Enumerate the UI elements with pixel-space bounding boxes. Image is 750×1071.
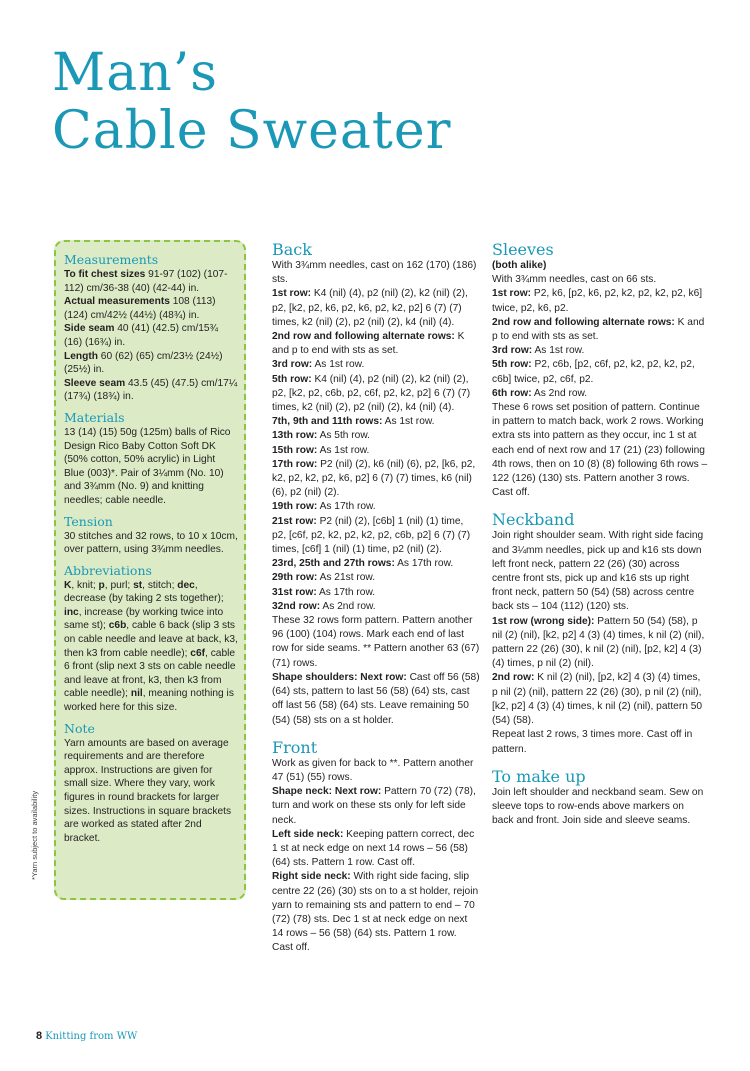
measurements-side-seam: Side seam 40 (41) (42.5) cm/15¾ (16) (16¾) in. [64, 323, 219, 348]
sleeves-intro: With 3¾mm needles, cast on 66 sts. [492, 274, 657, 286]
back-intro: With 3¾mm needles, cast on 162 (170) (186) sts. [272, 260, 477, 286]
back-row-7: 7th, 9th and 11th rows: As 1st row. [272, 416, 435, 428]
front-left-side-neck: Left side neck: Keeping pattern correct, dec 1 st at neck edge on next 14 rows – 56 (58) (64) sts. Pattern 1 row. Cast off. [272, 828, 475, 869]
back-row-3: 3rd row: As 1st row. [272, 359, 365, 371]
title-line-2: Cable Sweater [52, 101, 452, 161]
back-row-21: 21st row: P2 (nil) (2), [c6b] 1 (nil) (1) time, p2, [c6f, p2, k2, p2, k2, p2, c6b, p2] 6 (7) (7) times, [c6f] 1 (nil) (1) time, p2 (nil) (2). [272, 515, 471, 556]
sleeves-row-1: 1st row: P2, k6, [p2, k6, p2, k2, p2, k2, p2, k6] twice, p2, k6, p2. [492, 288, 703, 314]
neckband-intro: Join right shoulder seam. With right side facing and 3¼mm needles, pick up and k16 sts down left front neck, pattern 22 (26) (30) across centre front sts, pick up and k16 sts up right front neck, pattern 50 (54) (58) across centre back sts – 104 (112) (120) sts. [492, 530, 704, 613]
back-row-32: 32nd row: As 2nd row. [272, 600, 376, 612]
materials-heading: Materials [64, 409, 125, 425]
back-row-29: 29th row: As 21st row. [272, 572, 376, 584]
sleeves-heading: Sleeves [492, 240, 554, 259]
measurements-chest: To fit chest sizes 91-97 (102) (107-112) cm/36-38 (40) (42-44) in. [64, 269, 228, 294]
neckband-end: Repeat last 2 rows, 3 times more. Cast off in pattern. [492, 729, 693, 755]
back-row-23: 23rd, 25th and 27th rows: As 17th row. [272, 558, 454, 570]
sleeves-row-6: 6th row: As 2nd row. [492, 387, 588, 399]
yarn-availability-note: *Yarn subject to availability [30, 790, 39, 880]
back-row-1: 1st row: K4 (nil) (4), p2 (nil) (2), k2 (nil) (2), p2, [k2, p2, k6, p2, k6, p2, k2, p2] 6 (7) (7) times, k2 (nil) (2), p2 (nil) (2), k4 (nil) (4). [272, 288, 468, 328]
make-up-text: Join left shoulder and neckband seam. Sew on sleeve tops to row-ends above markers on back and front. Join side and sleeve seams. [492, 786, 704, 827]
info-box [54, 240, 246, 900]
sleeves-sub: (both alike) [492, 260, 547, 271]
note-heading: Note [64, 720, 95, 736]
back-row-2: 2nd row and following alternate rows: K and p to end with sts as set. [272, 331, 465, 357]
sleeves-row-2: 2nd row and following alternate rows: K and p to end with sts as set. [492, 316, 705, 343]
sleeves-row-5: 5th row: P2, c6b, [p2, c6f, p2, k2, p2, k2, p2, c6b] twice, p2, c6f, p2. [492, 359, 695, 385]
column-right [492, 240, 708, 828]
tension-text: 30 stitches and 32 rows, to 10 x 10cm, over pattern, using 3¾mm needles. [64, 530, 238, 556]
back-row-19: 19th row: As 17th row. [272, 501, 376, 513]
back-body: These 32 rows form pattern. Pattern another 96 (100) (104) rows. Mark each end of last row for side seams. ** Pattern another 63 (67) (71) rows. [272, 615, 480, 669]
back-heading: Back [272, 240, 312, 259]
back-row-13: 13th row: As 5th row. [272, 430, 370, 442]
page-title [52, 44, 451, 160]
page-number: 8 [36, 1030, 43, 1042]
neckband-row-2: 2nd row: K nil (2) (nil), [p2, k2] 4 (3) (4) times, p nil (2) (nil), pattern 22 (26) (30), p nil (2) (nil), [k2, p2] 4 (3) (4) times, k nil (2) (nil), pattern 50 (54) (58). [492, 672, 703, 727]
title-line-1: Man’s [52, 43, 218, 103]
note-text: Yarn amounts are based on average requirements and are therefore approx. Instructions are given for small size. Where they vary, work figures in round brackets for larger sizes. Instructions in square brackets are worked as stated after 2nd bracket. [64, 737, 232, 844]
measurements-length: Length 60 (62) (65) cm/23½ (24½) (25½) in. [64, 350, 223, 376]
back-shape-shoulders: Shape shoulders: Next row: Cast off 56 (58) (64) sts, pattern to last 56 (58) (64) sts, cast off last 56 (58) (64) sts. Leave remaining 50 (54) (58) sts on a st holder. [272, 671, 480, 726]
neckband-row-1: 1st row (wrong side): Pattern 50 (54) (58), p nil (2) (nil), [k2, p2] 4 (3) (4) times, k nil (2) (nil), pattern 22 (26) (30), k nil (2) (nil), [p2, k2] 4 (3) (4) times, p nil (2) (nil). [492, 615, 705, 670]
back-row-5: 5th row: K4 (nil) (4), p2 (nil) (2), k2 (nil) (2), p2, [k2, p2, c6b, p2, c6f, p2, k2, p2] 6 (7) (7) times, k2 (nil) (2), p2 (nil) (2), k4 (nil) (4). [272, 373, 471, 414]
abbreviations-heading: Abbreviations [64, 562, 152, 578]
sleeves-body: These 6 rows set position of pattern. Continue in pattern to match back, work 2 rows. Working extra sts into pattern as they occur, inc 1 st at each end of next row and 17 (21) (23) following 4th rows, then on 10 (8) (8) following 6th rows – 122 (126) (130) sts. Pattern another 3 rows. Cast off. [492, 402, 708, 499]
measurements-actual: Actual measurements 108 (113) (124) cm/42½ (44½) (48¾) in. [64, 296, 216, 321]
materials-text: 13 (14) (15) 50g (125m) balls of Rico Design Rico Baby Cotton Soft DK (50% cotton, 50% acrylic) in Light Blue (003)*. Pair of 3¼mm (No. 10) and 3¾mm (No. 9) and knitting needles; cable needle. [64, 426, 231, 506]
front-right-side-neck: Right side neck: With right side facing, slip centre 22 (26) (30) sts on to a st holder, rejoin yarn to remaining sts and pattern to end – 70 (72) (78) sts. Dec 1 st at neck edge on next 14 rows – 56 (58) (64) sts. Pattern 1 row. Cast off. [272, 871, 479, 954]
publication-name: Knitting from WW [45, 1031, 138, 1042]
back-row-15: 15th row: As 1st row. [272, 444, 370, 456]
measurements-heading: Measurements [64, 252, 159, 267]
page-footer [36, 1030, 137, 1042]
front-heading: Front [272, 737, 318, 757]
neckband-heading: Neckband [492, 510, 575, 530]
front-shape-neck: Shape neck: Next row: Pattern 70 (72) (78), turn and work on these sts only for left side neck. [272, 786, 476, 826]
back-row-31: 31st row: As 17th row. [272, 586, 376, 598]
measurements-sleeve-seam: Sleeve seam 43.5 (45) (47.5) cm/17¼ (17¾) (18¾) in. [64, 377, 238, 403]
front-intro: Work as given for back to **. Pattern another 47 (51) (55) rows. [272, 757, 474, 783]
tension-heading: Tension [64, 513, 113, 529]
column-middle [272, 240, 480, 956]
abbreviations-text: K, knit; p, purl; st, stitch; dec, decrease (by taking 2 sts together); inc, increase (by working twice into same st); c6b, cable 6 back (slip 3 sts on cable needle and leave at back, k3, then k3 from cable needle); c6f, cable 6 front (slip next 3 sts on cable needle and leave at front, k3, then k3 from cable needle); nil, meaning nothing is worked here for this size. [64, 579, 238, 714]
make-up-heading: To make up [492, 766, 586, 786]
back-row-17: 17th row: P2 (nil) (2), k6 (nil) (6), p2, [k6, p2, k2, p2, k2, p2, k6, p2] 6 (7) (7) times, k6 (nil) (6), p2 (nil) (2). [272, 458, 476, 499]
sleeves-row-3: 3rd row: As 1st row. [492, 345, 585, 357]
